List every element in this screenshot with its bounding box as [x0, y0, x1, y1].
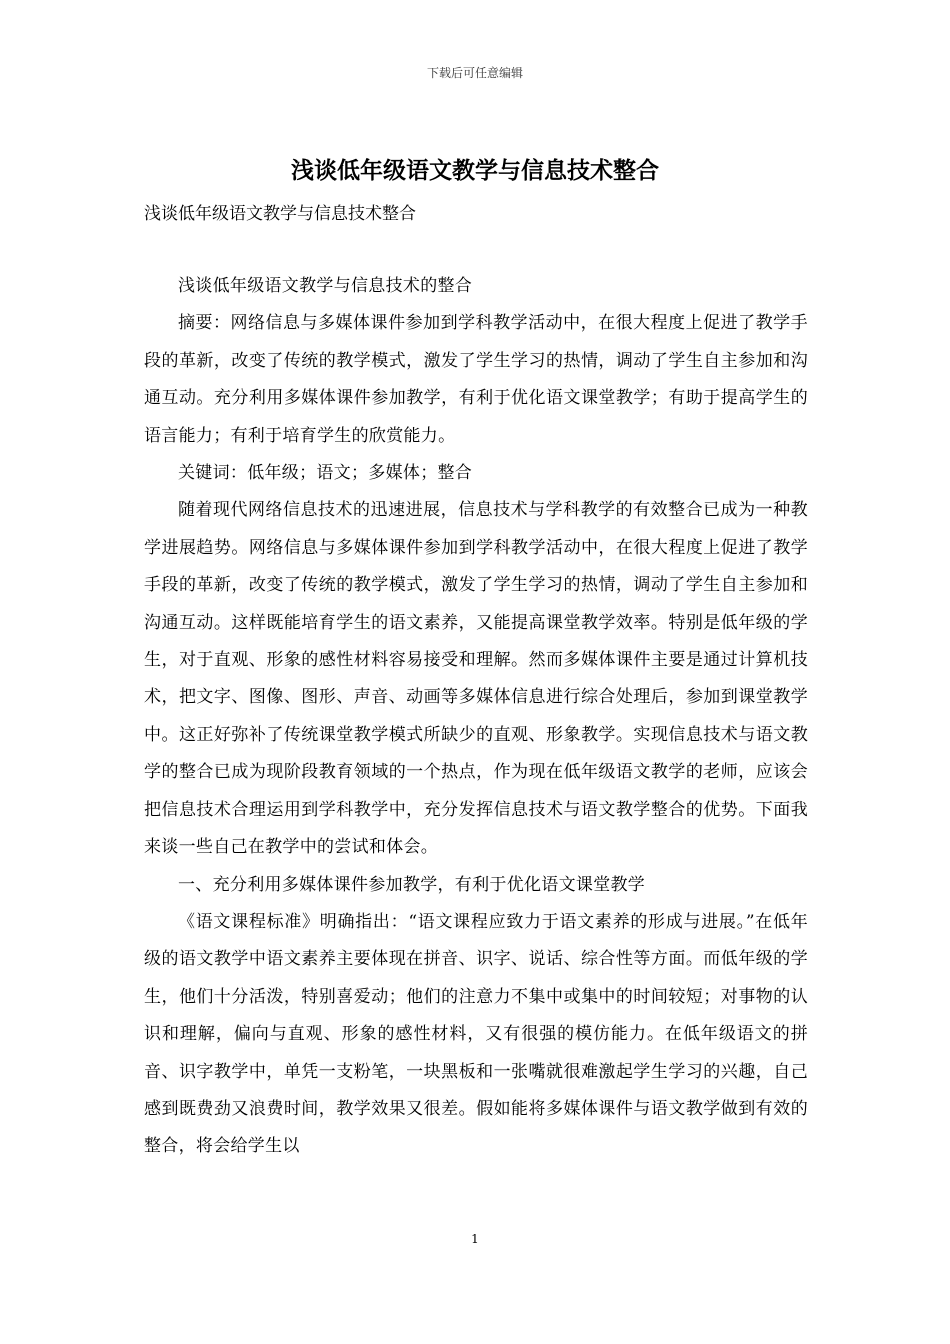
body-paragraph: 《语文课程标准》明确指出：“语文课程应致力于语文素养的形成与进展。”在低年级的语文教学中语文素养主要体现在拼音、识字、说话、综合性等方面。而低年级的学生，他们十分活泼，特别喜爱动；他们的注意力不集中或集中的时间较短；对事物的认识和理解，偏向与直观、形象的感性材料，又有很强的模仿能力。在低年级语文的拼音、识字教学中，单凭一支粉笔，一块黑板和一张嘴就很难激起学生学习的兴趣，自己感到既费劲又浪费时间，教学效果又很差。假如能将多媒体课件与语文教学做到有效的整合，将会给学生以	[144, 911, 808, 1157]
header-note: 下载后可任意编辑	[426, 66, 523, 80]
document-subtitle: 浅谈低年级语文教学与信息技术整合	[144, 204, 416, 224]
keywords-paragraph: 关键词：低年级；语文；多媒体；整合	[178, 463, 473, 484]
page-number: 1	[471, 1232, 479, 1246]
abstract-paragraph: 摘要：网络信息与多媒体课件参加到学科教学活动中，在很大程度上促进了教学手段的革新，改变了传统的教学模式，激发了学生学习的热情，调动了学生自主参加和沟通互动。充分利用多媒体课件参加教学，有利于优化语文课堂教学；有助于提高学生的语言能力；有利于培育学生的欣赏能力。	[144, 313, 808, 446]
document-body	[144, 268, 808, 1166]
document-title: 浅谈低年级语文教学与信息技术整合	[291, 157, 659, 184]
section-heading: 浅谈低年级语文教学与信息技术的整合	[178, 276, 473, 296]
body-paragraph: 随着现代网络信息技术的迅速进展，信息技术与学科教学的有效整合已成为一种教学进展趋势。网络信息与多媒体课件参加到学科教学活动中，在很大程度上促进了教学手段的革新，改变了传统的教学模式，激发了学生学习的热情，调动了学生自主参加和沟通互动。这样既能培育学生的语文素养，又能提高课堂教学效率。特别是低年级的学生，对于直观、形象的感性材料容易接受和理解。然而多媒体课件主要是通过计算机技术，把文字、图像、图形、声音、动画等多媒体信息进行综合处理后，参加到课堂教学中。这正好弥补了传统课堂教学模式所缺少的直观、形象教学。实现信息技术与语文教学的整合已成为现阶段教育领域的一个热点，作为现在低年级语文教学的老师，应该会把信息技术合理运用到学科教学中，充分发挥信息技术与语文教学整合的优势。下面我来谈一些自己在教学中的尝试和体会。	[144, 500, 808, 858]
section-heading: 一、充分利用多媒体课件参加教学，有利于优化语文课堂教学	[178, 874, 646, 895]
